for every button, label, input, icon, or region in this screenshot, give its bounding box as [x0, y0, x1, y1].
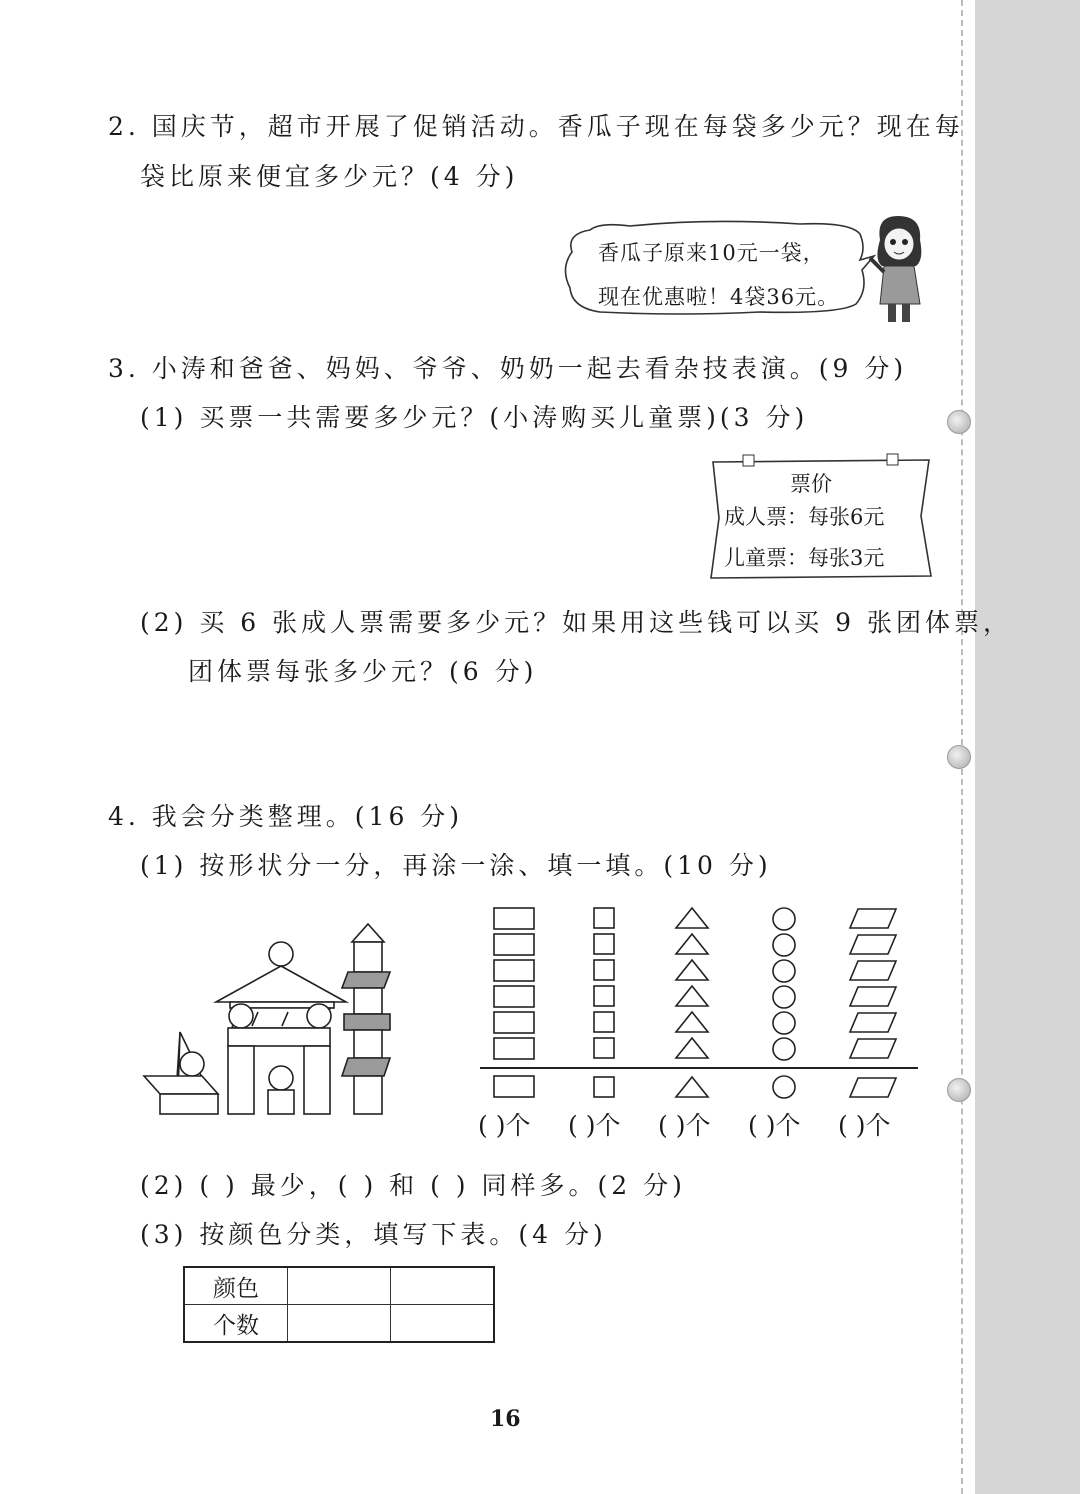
- note-child: 儿童票：每张3元: [724, 546, 885, 570]
- table-row: [184, 1305, 494, 1343]
- table-header-color: 颜色: [184, 1267, 288, 1305]
- table-cell[interactable]: [288, 1305, 391, 1343]
- q3-sub1: (1) 买票一共需要多少元？(小涛购买儿童票)(3 分): [140, 403, 809, 432]
- q4-sub1: (1) 按形状分一分，再涂一涂、填一填。(10 分): [140, 851, 772, 880]
- note-adult: 成人票：每张6元: [724, 505, 885, 529]
- q4-title: 4. 我会分类整理。(16 分): [108, 802, 464, 831]
- bubble-line1: 香瓜子原来10元一袋，: [598, 241, 825, 265]
- triangle-count-blank[interactable]: ( )个: [658, 1111, 711, 1140]
- page-number: 16: [490, 1406, 521, 1432]
- girl-cartoon-icon: [866, 210, 932, 330]
- margin-strip: [975, 0, 1080, 1494]
- bubble-line2: 现在优惠啦！4袋36元。: [598, 285, 840, 309]
- q3-sub2-line1: (2) 买 6 张成人票需要多少元？如果用这些钱可以买 9 张团体票，: [140, 608, 1012, 637]
- q4-sub2: (2) ( ) 最少，( ) 和 ( ) 同样多。(2 分): [140, 1171, 686, 1200]
- color-table: [183, 1266, 495, 1343]
- table-row: [184, 1267, 494, 1305]
- rectangle-count-blank[interactable]: ( )个: [478, 1111, 531, 1140]
- table-cell[interactable]: [391, 1305, 495, 1343]
- q4-sub3: (3) 按颜色分类，填写下表。(4 分): [140, 1220, 607, 1249]
- binding-hole-icon: [947, 410, 971, 434]
- parallelogram-count-blank[interactable]: ( )个: [838, 1111, 891, 1140]
- q2-line2: 袋比原来便宜多少元？(4 分): [140, 162, 519, 191]
- square-count-blank[interactable]: ( )个: [568, 1111, 621, 1140]
- table-cell[interactable]: [391, 1267, 495, 1305]
- building-blocks-figure: [138, 918, 408, 1123]
- table-cell[interactable]: [288, 1267, 391, 1305]
- binding-hole-icon: [947, 1078, 971, 1102]
- circle-column: [773, 908, 795, 1098]
- q3-sub2-line2: 团体票每张多少元？(6 分): [188, 657, 538, 686]
- circle-count-blank[interactable]: ( )个: [748, 1111, 801, 1140]
- binding-hole-icon: [947, 745, 971, 769]
- q3-title: 3. 小涛和爸爸、妈妈、爷爷、奶奶一起去看杂技表演。(9 分): [108, 354, 908, 383]
- q2-line1: 2. 国庆节，超市开展了促销活动。香瓜子现在每袋多少元？现在每: [108, 112, 964, 141]
- table-header-count: 个数: [184, 1305, 288, 1343]
- note-title: 票价: [790, 472, 832, 496]
- shape-columns: [478, 900, 923, 1105]
